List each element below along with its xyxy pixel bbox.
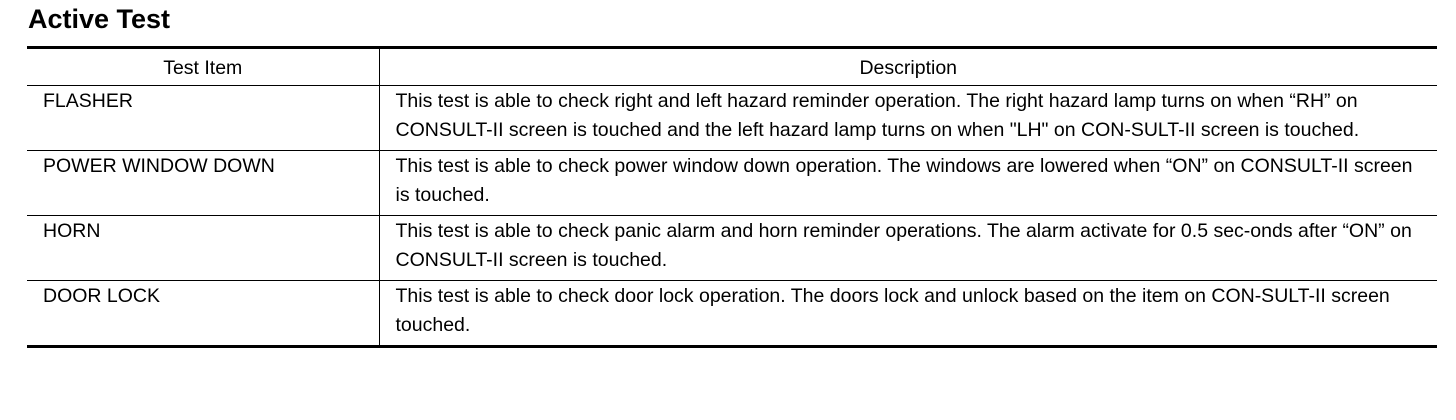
test-item-cell: FLASHER [27,86,379,151]
table-row [27,281,1437,347]
description-cell: This test is able to check panic alarm and horn reminder operations. The alarm activate for 0.5 sec-onds after “ON” on CONSULT-II screen is touched. [379,216,1437,281]
description-cell: This test is able to check door lock operation. The doors lock and unlock based on the item on CON-SULT-II screen touched. [379,281,1437,347]
page-title: Active Test [28,4,171,34]
active-test-table [27,46,1437,348]
table-row [27,216,1437,281]
table-header [27,48,1437,86]
header-test-item: Test Item [163,57,243,79]
header-description: Description [379,48,1437,86]
table-row [27,86,1437,151]
table-body [27,86,1437,347]
description-cell: This test is able to check right and left hazard reminder operation. The right hazard lamp turns on when “RH” on CONSULT-II screen is touched and the left hazard lamp turns on when "LH" on CON-SULT-II screen is touched. [379,86,1437,151]
header-row [27,48,1437,86]
description-cell: This test is able to check power window down operation. The windows are lowered when “ON” on CONSULT-II screen is touched. [379,151,1437,216]
table-row [27,151,1437,216]
test-item-cell: DOOR LOCK [27,281,379,347]
test-item-cell: POWER WINDOW DOWN [27,151,379,216]
test-item-cell: HORN [27,216,379,281]
